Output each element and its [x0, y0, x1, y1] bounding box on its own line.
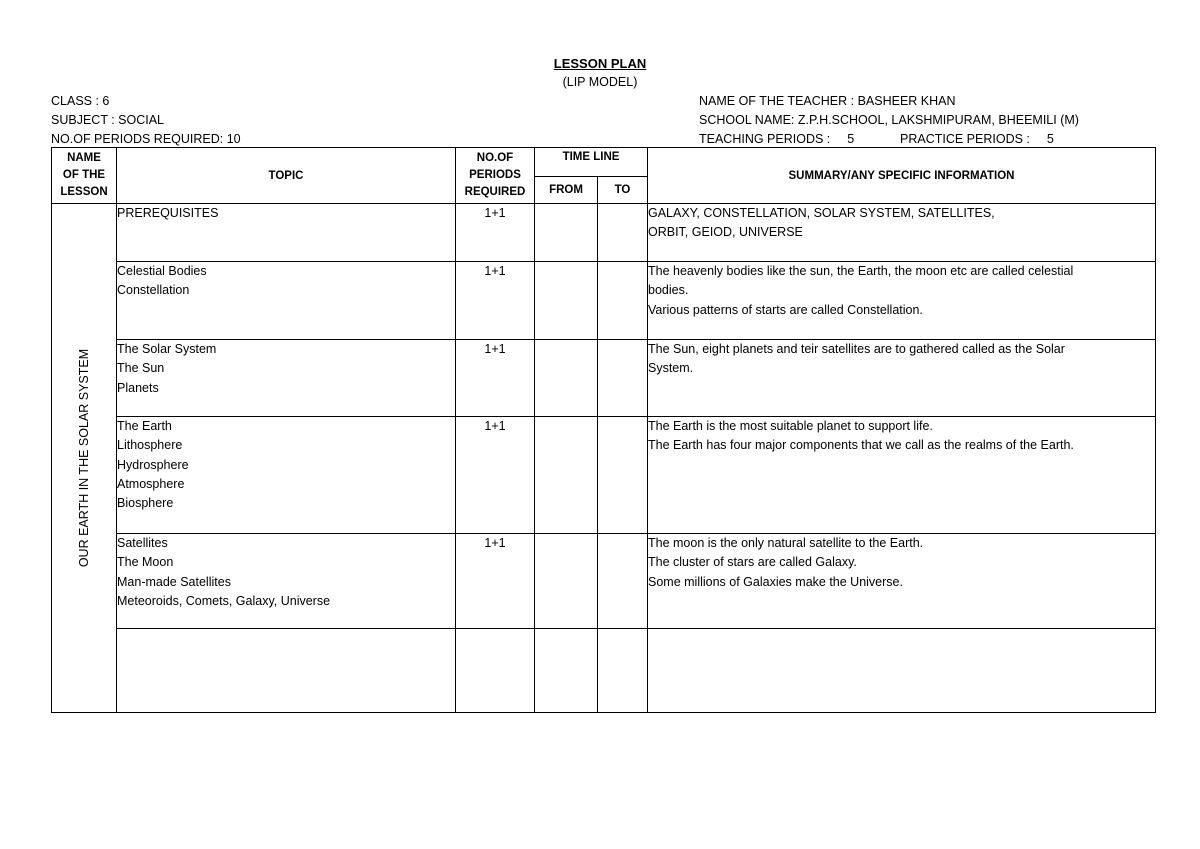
topic-cell: PREREQUISITES — [117, 204, 456, 262]
to-cell — [598, 204, 648, 262]
table-row — [52, 262, 1156, 340]
header-timeline: TIME LINE — [535, 148, 648, 177]
document-title: LESSON PLAN — [553, 56, 647, 71]
teaching-periods-info — [699, 132, 854, 146]
header-topic: TOPIC — [117, 148, 456, 204]
topic-cell: The Earth Lithosphere Hydrosphere Atmosphere Biosphere — [117, 417, 456, 534]
from-cell — [535, 262, 598, 340]
table-row — [52, 340, 1156, 417]
from-cell — [535, 629, 598, 713]
from-cell — [535, 204, 598, 262]
header-periods: NO.OF PERIODS REQUIRED — [456, 148, 535, 204]
lesson-name: OUR EARTH IN THE SOLAR SYSTEM — [77, 348, 91, 568]
lesson-name-cell — [52, 204, 117, 713]
periods-cell — [456, 629, 535, 713]
periods-cell: 1+1 — [456, 417, 535, 534]
topic-cell: The Solar System The Sun Planets — [117, 340, 456, 417]
header-from: FROM — [535, 177, 598, 204]
practice-periods-label: PRACTICE PERIODS : — [900, 132, 1030, 146]
school-info: SCHOOL NAME: Z.P.H.SCHOOL, LAKSHMIPURAM, BHEEMILI (M) — [699, 113, 1079, 127]
practice-periods-value: 5 — [1046, 132, 1054, 146]
to-cell — [598, 534, 648, 629]
from-cell — [535, 340, 598, 417]
teaching-periods-value: 5 — [847, 132, 855, 146]
to-cell — [598, 417, 648, 534]
teacher-info: NAME OF THE TEACHER : BASHEER KHAN — [699, 94, 956, 108]
practice-periods-info — [900, 132, 1054, 146]
summary-cell: GALAXY, CONSTELLATION, SOLAR SYSTEM, SATELLITES, ORBIT, GEIOD, UNIVERSE — [648, 204, 1156, 262]
summary-cell — [648, 629, 1156, 713]
document-subtitle: (LIP MODEL) — [562, 75, 638, 89]
table-row — [52, 204, 1156, 262]
summary-cell: The Sun, eight planets and teir satellites are to gathered called as the Solar System. — [648, 340, 1156, 417]
topic-cell: Satellites The Moon Man-made Satellites Meteoroids, Comets, Galaxy, Universe — [117, 534, 456, 629]
summary-cell: The Earth is the most suitable planet to support life. The Earth has four major components that we call as the realms of the Earth. — [648, 417, 1156, 534]
table-row — [52, 629, 1156, 713]
from-cell — [535, 534, 598, 629]
subject-info: SUBJECT : SOCIAL — [51, 113, 164, 127]
to-cell — [598, 262, 648, 340]
periods-cell: 1+1 — [456, 340, 535, 417]
periods-required-info: NO.OF PERIODS REQUIRED: 10 — [51, 132, 241, 146]
topic-cell: Celestial Bodies Constellation — [117, 262, 456, 340]
header-to: TO — [598, 177, 648, 204]
header-summary: SUMMARY/ANY SPECIFIC INFORMATION — [648, 148, 1156, 204]
lesson-plan-table — [51, 147, 1156, 713]
periods-cell: 1+1 — [456, 262, 535, 340]
periods-cell: 1+1 — [456, 204, 535, 262]
from-cell — [535, 417, 598, 534]
teaching-periods-label: TEACHING PERIODS : — [699, 132, 831, 146]
class-info: CLASS : 6 — [51, 94, 110, 108]
periods-cell: 1+1 — [456, 534, 535, 629]
header-lesson: NAME OF THE LESSON — [52, 148, 117, 204]
table-row — [52, 534, 1156, 629]
to-cell — [598, 340, 648, 417]
table-row — [52, 417, 1156, 534]
summary-cell: The moon is the only natural satellite to the Earth. The cluster of stars are called Galaxy. Some millions of Galaxies make the Universe. — [648, 534, 1156, 629]
topic-cell — [117, 629, 456, 713]
summary-cell: The heavenly bodies like the sun, the Earth, the moon etc are called celestial bodies. Various patterns of starts are called Constellation. — [648, 262, 1156, 340]
to-cell — [598, 629, 648, 713]
